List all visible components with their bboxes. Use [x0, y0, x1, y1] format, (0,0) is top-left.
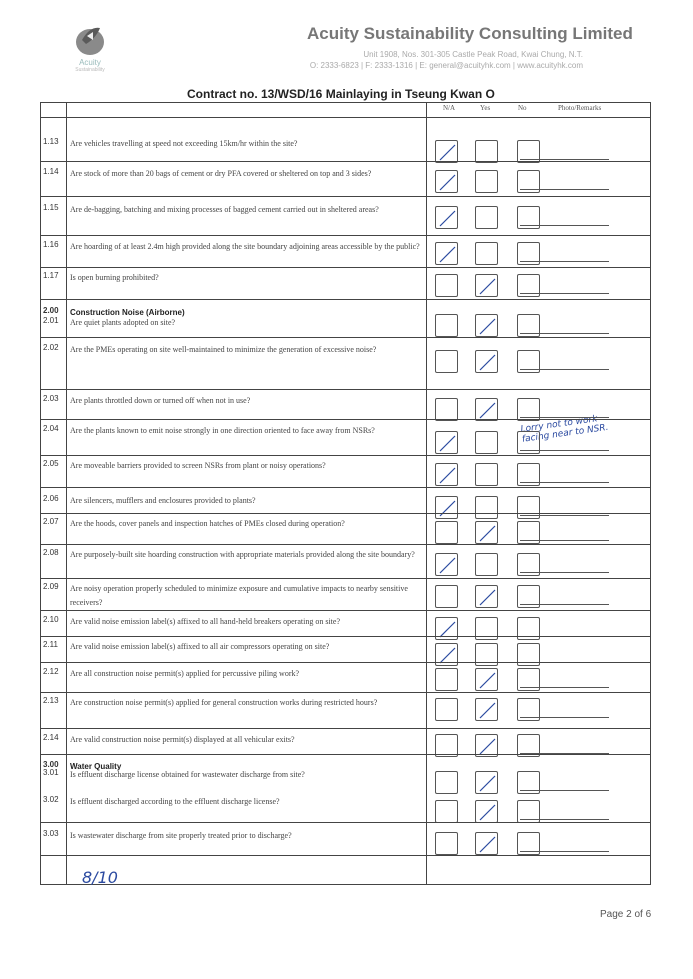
checkbox-na[interactable]	[435, 553, 458, 576]
check-mark-icon	[476, 275, 499, 298]
check-mark-icon	[436, 171, 459, 194]
checkbox-yes[interactable]	[475, 698, 498, 721]
remarks-line[interactable]	[520, 790, 609, 791]
checkbox-na[interactable]	[435, 496, 458, 519]
check-mark-icon	[436, 554, 459, 577]
header-divider	[40, 117, 651, 118]
check-mark-icon	[436, 464, 459, 487]
item-number: 3.03	[43, 829, 59, 838]
item-number: 1.13	[43, 137, 59, 146]
company-contact: O: 2333-6823 | F: 2333-1316 | E: general@acuityhk.com | www.acuityhk.com	[309, 61, 583, 70]
section-title: Water Quality	[70, 762, 122, 771]
question-text: Are the PMEs operating on site well-maintained to minimize the generation of excessive noise?	[70, 345, 377, 354]
remarks-line[interactable]	[520, 572, 609, 573]
question-text: Are the hoods, cover panels and inspection hatches of PMEs closed during operation?	[70, 519, 345, 528]
remarks-line[interactable]	[520, 369, 609, 370]
company-address: Unit 1908, Nos. 301-305 Castle Peak Road, Kwai Chung, N.T.	[363, 50, 583, 59]
item-number: 2.13	[43, 696, 59, 705]
check-mark-icon	[476, 699, 499, 722]
question-text: Are moveable barriers provided to screen NSRs from plant or noisy operations?	[70, 461, 326, 470]
checkbox-na[interactable]	[435, 832, 458, 855]
column-header-na: N/A	[443, 104, 456, 112]
question-text: Are valid construction noise permit(s) displayed at all vehicular exits?	[70, 735, 295, 744]
question-text: Are hoarding of at least 2.4m high provided along the site boundary adjoining areas accessible by the public?	[70, 242, 420, 251]
check-mark-icon	[476, 772, 499, 795]
question-text: Are de-bagging, batching and mixing processes of bagged cement carried out in sheltered areas?	[70, 205, 379, 214]
item-number: 2.02	[43, 343, 59, 352]
checkbox-na[interactable]	[435, 668, 458, 691]
checkbox-na[interactable]	[435, 170, 458, 193]
row-divider	[40, 636, 651, 637]
checkbox-yes[interactable]	[475, 463, 498, 486]
row-divider	[40, 662, 651, 663]
row-divider	[40, 822, 651, 823]
item-number: 2.09	[43, 582, 59, 591]
question-text: Are silencers, mufflers and enclosures provided to plants?	[70, 496, 256, 505]
item-number: 1.17	[43, 271, 59, 280]
row-divider	[40, 419, 651, 420]
checkbox-yes[interactable]	[475, 140, 498, 163]
row-divider	[40, 337, 651, 338]
checkbox-yes[interactable]	[475, 170, 498, 193]
check-mark-icon	[476, 522, 499, 545]
checkbox-na[interactable]	[435, 242, 458, 265]
remarks-line[interactable]	[520, 333, 609, 334]
remarks-line[interactable]	[520, 851, 609, 852]
remarks-line[interactable]	[520, 189, 609, 190]
item-number: 3.00	[43, 760, 59, 769]
remarks-line[interactable]	[520, 261, 609, 262]
question-text: Are noisy operation properly scheduled to minimize exposure and cumulative impacts to nearby sensitive receivers?	[70, 584, 408, 607]
logo-subtext: Sustainability	[75, 67, 105, 73]
remarks-line[interactable]	[520, 540, 609, 541]
checkbox-yes[interactable]	[475, 553, 498, 576]
check-mark-icon	[476, 801, 499, 824]
question-text: Are purposely-built site hoarding construction with appropriate materials provided along the site boundary?	[70, 550, 415, 559]
item-number: 2.07	[43, 517, 59, 526]
row-divider	[40, 235, 651, 236]
checkbox-na[interactable]	[435, 140, 458, 163]
question-text: Is open burning prohibited?	[70, 273, 159, 282]
checkbox-yes[interactable]	[475, 431, 498, 454]
checkbox-yes[interactable]	[475, 496, 498, 519]
question-text: Are valid noise emission label(s) affixed to all air compressors operating on site?	[70, 642, 330, 651]
row-divider	[40, 389, 651, 390]
question-text: Are quiet plants adopted on site?	[70, 318, 176, 327]
checkbox-na[interactable]	[435, 314, 458, 337]
column-header-yes: Yes	[480, 104, 491, 112]
question-text: Are plants throttled down or turned off when not in use?	[70, 396, 251, 405]
question-text: Are all construction noise permit(s) applied for percussive piling work?	[70, 669, 300, 678]
item-number: 2.06	[43, 494, 59, 503]
row-divider	[40, 487, 651, 488]
company-name: Acuity Sustainability Consulting Limited	[307, 24, 633, 43]
remarks-line[interactable]	[520, 515, 609, 516]
checkbox-yes[interactable]	[475, 800, 498, 823]
question-text: Is effluent discharged according to the effluent discharge license?	[70, 797, 280, 806]
item-number: 2.12	[43, 667, 59, 676]
check-mark-icon	[476, 669, 499, 692]
remarks-line[interactable]	[520, 417, 609, 418]
checkbox-na[interactable]	[435, 698, 458, 721]
checkbox-yes[interactable]	[475, 585, 498, 608]
checkbox-na[interactable]	[435, 398, 458, 421]
check-mark-icon	[436, 243, 459, 266]
row-divider	[40, 513, 651, 514]
question-text: Are stock of more than 20 bags of cement or dry PFA covered or sheltered on top and 3 sides?	[70, 169, 372, 178]
row-divider	[40, 299, 651, 300]
remarks-line[interactable]	[520, 482, 609, 483]
check-mark-icon	[476, 351, 499, 374]
item-number: 2.04	[43, 424, 59, 433]
checkbox-yes[interactable]	[475, 206, 498, 229]
column-header-no: No	[518, 104, 527, 112]
remarks-line[interactable]	[520, 450, 609, 451]
checkbox-yes[interactable]	[475, 521, 498, 544]
item-number: 2.03	[43, 394, 59, 403]
item-number: 2.11	[43, 640, 58, 649]
row-divider	[40, 728, 651, 729]
row-divider	[40, 578, 651, 579]
handwritten-remark: Lorry not to work facing near to NSR.	[520, 414, 610, 445]
check-mark-icon	[436, 618, 459, 641]
checkbox-yes[interactable]	[475, 668, 498, 691]
checkbox-na[interactable]	[435, 431, 458, 454]
page-number: Page 2 of 6	[600, 909, 652, 920]
row-divider	[40, 455, 651, 456]
checkbox-yes[interactable]	[475, 350, 498, 373]
check-mark-icon	[476, 586, 499, 609]
checkbox-yes[interactable]	[475, 242, 498, 265]
row-divider	[40, 855, 651, 856]
row-divider	[40, 196, 651, 197]
row-divider	[40, 544, 651, 545]
item-number: 1.15	[43, 203, 59, 212]
check-mark-icon	[436, 644, 459, 667]
checkbox-na[interactable]	[435, 206, 458, 229]
item-number: 1.16	[43, 240, 59, 249]
checkbox-na[interactable]	[435, 585, 458, 608]
remarks-line[interactable]	[520, 159, 609, 160]
check-mark-icon	[436, 497, 459, 520]
check-mark-icon	[436, 207, 459, 230]
item-number: 3.01	[43, 768, 59, 777]
remarks-line[interactable]	[520, 687, 609, 688]
item-number: 2.01	[43, 316, 59, 325]
item-number: 2.14	[43, 733, 59, 742]
remarks-line[interactable]	[520, 293, 609, 294]
checkbox-na[interactable]	[435, 800, 458, 823]
item-number: 2.08	[43, 548, 59, 557]
check-mark-icon	[476, 833, 499, 856]
row-divider	[40, 610, 651, 611]
logo-text: Acuity	[79, 58, 101, 67]
item-number: 2.10	[43, 615, 59, 624]
check-mark-icon	[476, 315, 499, 338]
checkbox-yes[interactable]	[475, 832, 498, 855]
row-divider	[40, 267, 651, 268]
section-title: Construction Noise (Airborne)	[70, 308, 185, 317]
checkbox-na[interactable]	[435, 463, 458, 486]
item-number: 3.02	[43, 795, 59, 804]
question-text: Are vehicles travelling at speed not exceeding 15km/hr within the site?	[70, 139, 298, 148]
checkbox-na[interactable]	[435, 274, 458, 297]
row-divider	[40, 754, 651, 755]
column-divider	[426, 102, 427, 885]
checkbox-yes[interactable]	[475, 274, 498, 297]
checkbox-yes[interactable]	[475, 398, 498, 421]
row-divider	[40, 692, 651, 693]
checkbox-na[interactable]	[435, 521, 458, 544]
checkbox-na[interactable]	[435, 771, 458, 794]
question-text: Are valid noise emission label(s) affixed to all hand-held breakers operating on site?	[70, 617, 340, 626]
signature: 8/10	[82, 868, 118, 887]
question-text: Are the plants known to emit noise strongly in one direction oriented to face away from NSRs?	[70, 426, 375, 435]
question-text: Is wastewater discharge from site properly treated prior to discharge?	[70, 831, 292, 840]
checkbox-na[interactable]	[435, 350, 458, 373]
remarks-line[interactable]	[520, 604, 609, 605]
item-number: 2.00	[43, 306, 59, 315]
item-number: 2.05	[43, 459, 59, 468]
contract-title: Contract no. 13/WSD/16 Mainlaying in Tseung Kwan O	[187, 87, 495, 101]
question-text: Are construction noise permit(s) applied for general construction works during restricted hours?	[70, 698, 378, 707]
remarks-line[interactable]	[520, 819, 609, 820]
item-number: 1.14	[43, 167, 59, 176]
check-mark-icon	[436, 432, 459, 455]
checkbox-yes[interactable]	[475, 771, 498, 794]
remarks-line[interactable]	[520, 225, 609, 226]
row-divider	[40, 161, 651, 162]
remarks-line[interactable]	[520, 717, 609, 718]
checkbox-yes[interactable]	[475, 314, 498, 337]
column-header-remarks: Photo/Remarks	[558, 104, 602, 112]
column-divider	[66, 102, 67, 885]
question-text: Is effluent discharge license obtained for wastewater discharge from site?	[70, 770, 305, 779]
